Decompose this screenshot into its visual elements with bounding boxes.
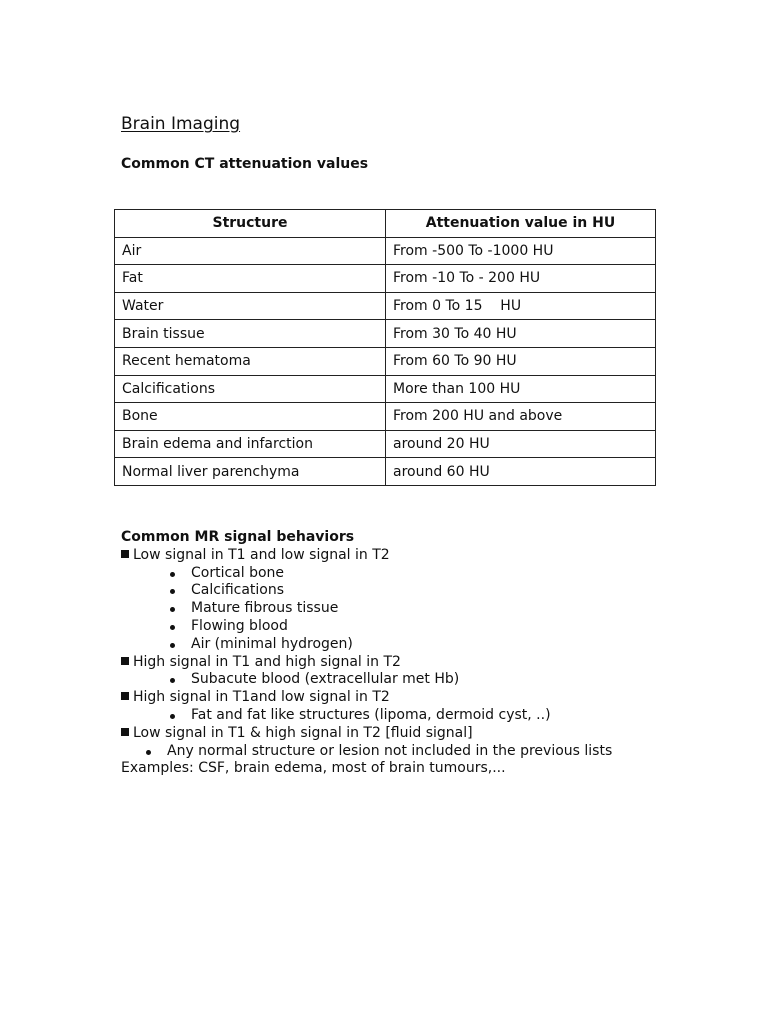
list-item [121, 582, 721, 600]
structure-cell: Air [115, 237, 386, 265]
attenuation-cell: From 30 To 40 HU [386, 320, 656, 348]
list-item-text: Air (minimal hydrogen) [191, 635, 353, 652]
list-item [121, 743, 721, 761]
attenuation-cell: around 20 HU [386, 430, 656, 458]
list-item [121, 636, 721, 654]
attenuation-cell: From -10 To - 200 HU [386, 265, 656, 293]
table-row [115, 430, 656, 458]
square-bullet-icon [121, 728, 129, 736]
table-row [115, 347, 656, 375]
list-item-text: Any normal structure or lesion not included in the previous lists [167, 742, 613, 759]
table-row [115, 265, 656, 293]
attenuation-cell: From 60 To 90 HU [386, 347, 656, 375]
square-bullet-icon [121, 692, 129, 700]
list-item [121, 618, 721, 636]
bullet-dot-icon [170, 714, 175, 719]
examples-text: Examples: CSF, brain edema, most of brain tumours,... [121, 760, 506, 777]
list-item [121, 565, 721, 583]
list-item [121, 671, 721, 689]
list-item [121, 600, 721, 618]
table-row [115, 237, 656, 265]
structure-cell: Fat [115, 265, 386, 293]
bullet-dot-icon [170, 678, 175, 683]
structure-cell: Recent hematoma [115, 347, 386, 375]
mr-section-heading: Common MR signal behaviors [121, 529, 355, 545]
structure-cell: Bone [115, 403, 386, 431]
table-row [115, 403, 656, 431]
square-bullet-icon [121, 550, 129, 558]
table-row [115, 320, 656, 348]
signal-group-label: Low signal in T1 and low signal in T2 [133, 546, 390, 563]
signal-group-header [121, 547, 721, 565]
signal-group-header [121, 654, 721, 672]
structure-cell: Normal liver parenchyma [115, 458, 386, 486]
list-item-text: Fat and fat like structures (lipoma, dermoid cyst, ..) [191, 706, 551, 723]
table-row [115, 458, 656, 486]
table-row [115, 375, 656, 403]
signal-group-label: Low signal in T1 & high signal in T2 [fluid signal] [133, 724, 473, 741]
list-item-text: Mature fibrous tissue [191, 600, 339, 617]
bullet-dot-icon [146, 750, 151, 755]
bullet-dot-icon [170, 589, 175, 594]
attenuation-cell: From 0 To 15 HU [386, 292, 656, 320]
document-title: Brain Imaging [121, 114, 241, 134]
attenuation-cell: From -500 To -1000 HU [386, 237, 656, 265]
mr-signal-section [121, 529, 721, 778]
list-item-text: Subacute blood (extracellular met Hb) [191, 671, 460, 688]
signal-group-label: High signal in T1and low signal in T2 [133, 689, 390, 706]
signal-group-header [121, 725, 721, 743]
list-item-text: Flowing blood [191, 617, 288, 634]
table-row [115, 292, 656, 320]
signal-group-label: High signal in T1 and high signal in T2 [133, 653, 401, 670]
structure-cell: Water [115, 292, 386, 320]
bullet-dot-icon [170, 643, 175, 648]
ct-attenuation-table [114, 209, 656, 486]
signal-group-list [121, 671, 721, 689]
column-header-structure: Structure [115, 210, 386, 238]
structure-cell: Brain tissue [115, 320, 386, 348]
structure-cell: Calcifications [115, 375, 386, 403]
signal-group-list [121, 707, 721, 725]
list-item [121, 707, 721, 725]
bullet-dot-icon [170, 572, 175, 577]
signal-group-list [121, 565, 721, 654]
ct-section-heading: Common CT attenuation values [121, 156, 369, 172]
list-item-text: Cortical bone [191, 564, 285, 581]
attenuation-cell: From 200 HU and above [386, 403, 656, 431]
column-header-attenuation: Attenuation value in HU [386, 210, 656, 238]
table-header-row [115, 210, 656, 238]
square-bullet-icon [121, 657, 129, 665]
list-item-text: Calcifications [191, 582, 285, 599]
bullet-dot-icon [170, 607, 175, 612]
structure-cell: Brain edema and infarction [115, 430, 386, 458]
attenuation-cell: More than 100 HU [386, 375, 656, 403]
signal-group-list [121, 743, 721, 761]
bullet-dot-icon [170, 625, 175, 630]
attenuation-cell: around 60 HU [386, 458, 656, 486]
signal-group-header [121, 689, 721, 707]
